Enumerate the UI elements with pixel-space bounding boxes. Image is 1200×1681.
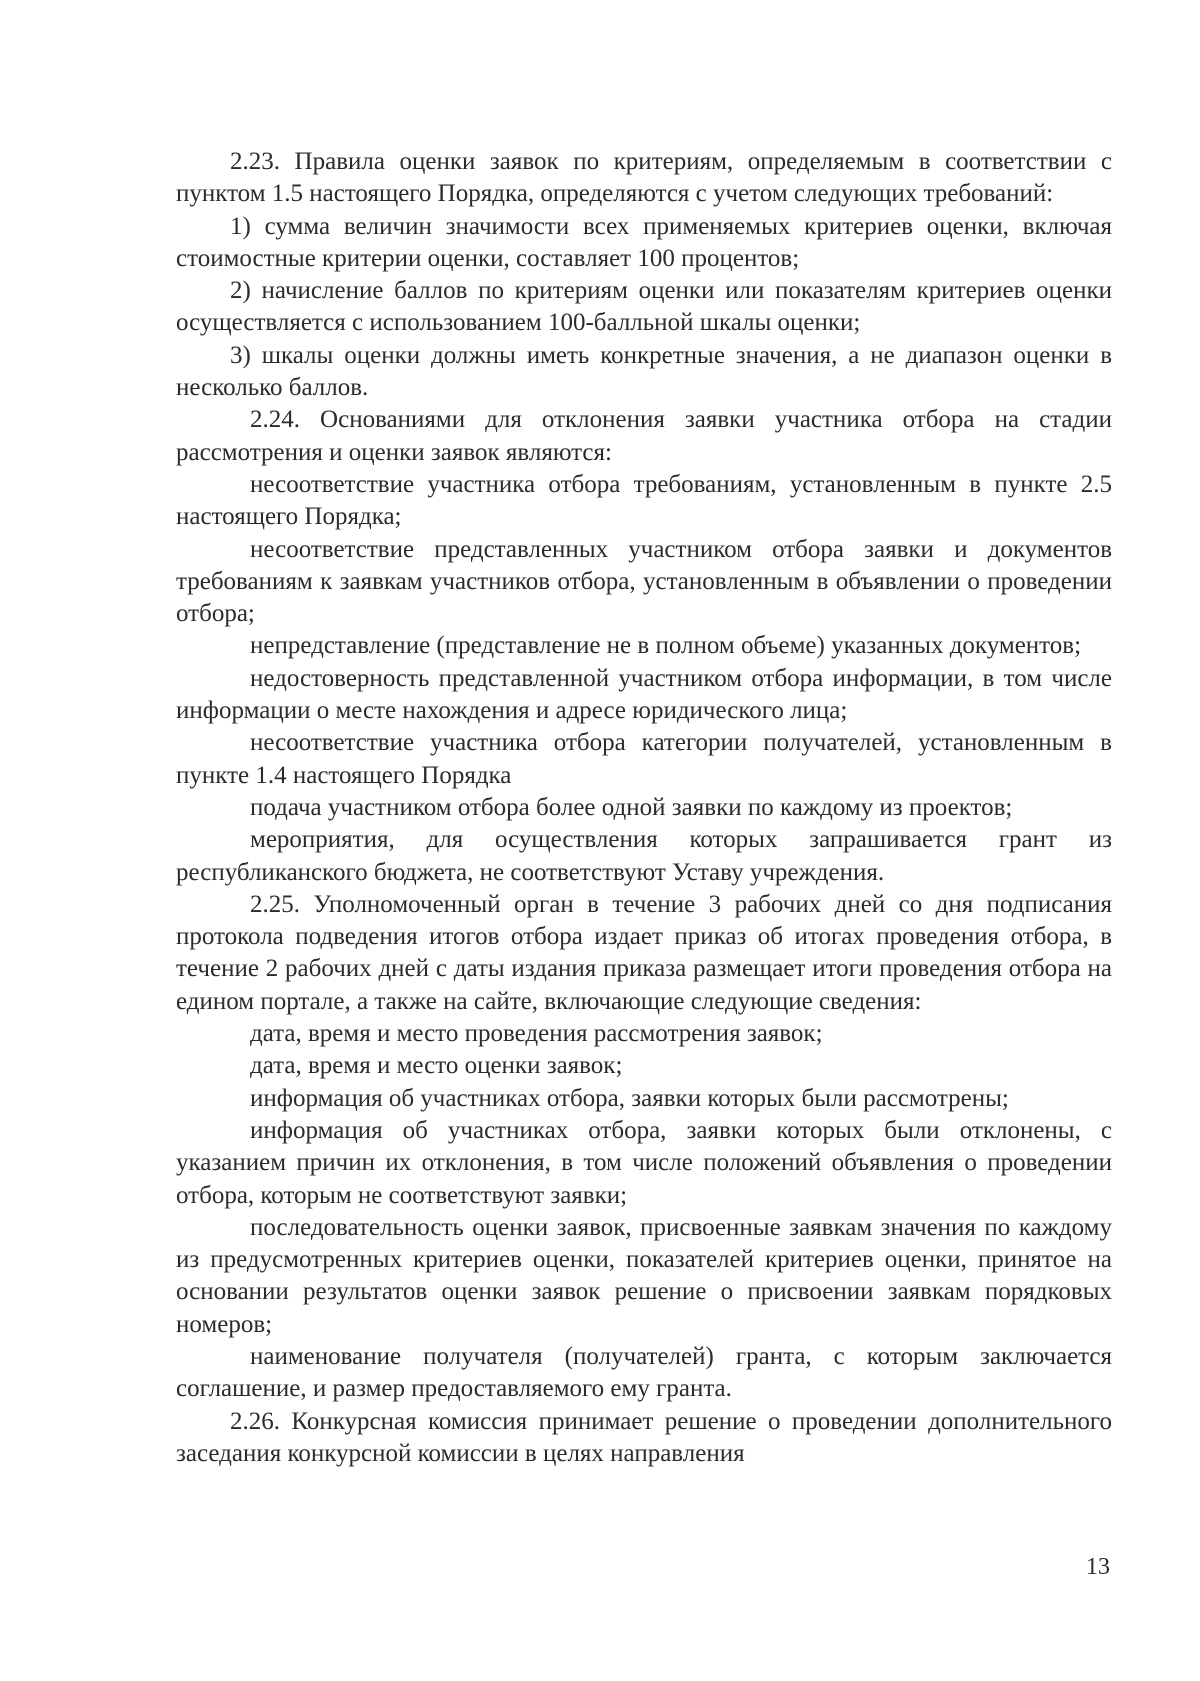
list-item-2-24-c: непредставление (представление не в полном объеме) указанных документов; xyxy=(250,632,1082,660)
list-item-2-23-2: 2) начисление баллов по критериям оценки или показателям критериев оценки осуществляется с использованием 100-балльной шкалы оценки; xyxy=(176,277,1112,337)
page-number: 13 xyxy=(1086,1554,1110,1580)
document-body xyxy=(176,146,1112,1470)
list-item-2-25-b: дата, время и место оценки заявок; xyxy=(250,1052,623,1080)
list-item-2-25-e: последовательность оценки заявок, присвоенные заявкам значения по каждому из предусмотренных критериев оценки, показателей критериев оценки, принятое на основании результатов оценки заявок решение о присвоении заявкам порядковых номеров; xyxy=(176,1213,1112,1338)
list-item-2-23-3: 3) шкалы оценки должны иметь конкретные значения, а не диапазон оценки в несколько баллов. xyxy=(176,341,1112,402)
list-item-2-24-e: несоответствие участника отбора категории получателей, установленным в пункте 1.4 настоящего Порядка xyxy=(176,729,1112,789)
paragraph-2-23: 2.23. Правила оценки заявок по критериям, определяемым в соответствии с пунктом 1.5 настоящего Порядка, определяются с учетом следующих требований: xyxy=(176,148,1112,208)
list-item-2-24-f: подача участником отбора более одной заявки по каждому из проектов; xyxy=(250,793,1013,821)
list-item-2-25-d: информация об участниках отбора, заявки которых были отклонены, с указанием причин их отклонения, в том числе положений объявления о проведении отбора, которым не соответствуют заявки; xyxy=(176,1116,1112,1209)
list-item-2-25-a: дата, время и место проведения рассмотрения заявок; xyxy=(250,1020,823,1048)
paragraph-2-24: 2.24. Основаниями для отклонения заявки участника отбора на стадии рассмотрения и оценки заявок являются: xyxy=(176,406,1112,466)
paragraph-2-26: 2.26. Конкурсная комиссия принимает решение о проведении дополнительного заседания конкурсной комиссии в целях направления xyxy=(176,1407,1112,1467)
list-item-2-24-d: недостоверность представленной участником отбора информации, в том числе информации о месте нахождения и адресе юридического лица; xyxy=(176,664,1112,725)
list-item-2-24-a: несоответствие участника отбора требованиям, установленным в пункте 2.5 настоящего Порядка; xyxy=(176,470,1112,531)
list-item-2-24-g: мероприятия, для осуществления которых запрашивается грант из республиканского бюджета, не соответствуют Уставу учреждения. xyxy=(176,826,1112,886)
list-item-2-25-f: наименование получателя (получателей) гранта, с которым заключается соглашение, и размер предоставляемого ему гранта. xyxy=(176,1342,1112,1403)
list-item-2-25-c: информация об участниках отбора, заявки которых были рассмотрены; xyxy=(250,1084,1009,1112)
list-item-2-24-b: несоответствие представленных участником отбора заявки и документов требованиям к заявкам участников отбора, установленным в объявлении о проведении отбора; xyxy=(176,535,1112,628)
list-item-2-23-1: 1) сумма величин значимости всех применяемых критериев оценки, включая стоимостные критерии оценки, составляет 100 процентов; xyxy=(176,212,1112,272)
paragraph-2-25: 2.25. Уполномоченный орган в течение 3 рабочих дней со дня подписания протокола подведения итогов отбора издает приказ об итогах проведения отбора, в течение 2 рабочих дней с даты издания приказа размещает итоги проведения отбора на едином портале, а также на сайте, включающие следующие сведения: xyxy=(176,890,1112,1015)
